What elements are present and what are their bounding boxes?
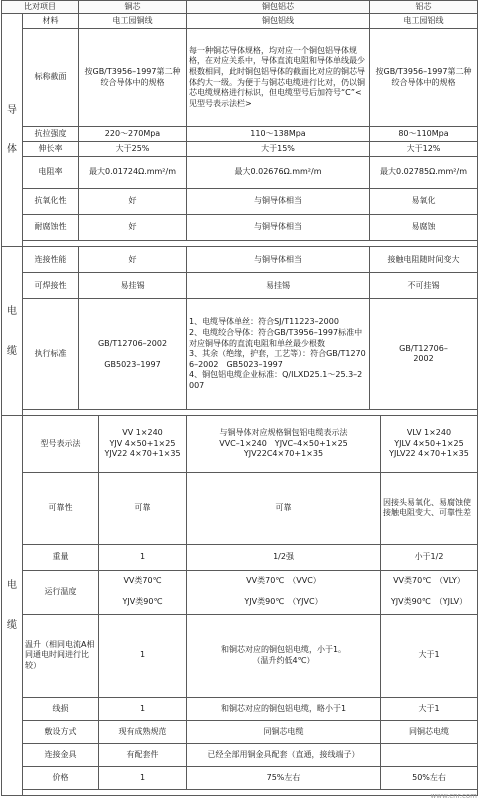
cell-cca: 可靠 (187, 472, 381, 544)
cell-copper: 易挂锡 (79, 273, 187, 299)
table-row (2, 743, 478, 766)
cell-aluminum: 80～110Mpa (370, 127, 478, 142)
cell-cca: 与铜导体相当 (187, 247, 370, 273)
cell-cca: 与铜导体相当 (187, 215, 370, 241)
cell-aluminum: 接触电阻随时间变大 (370, 247, 478, 273)
cell-copper: 好 (79, 189, 187, 215)
table-row-spacer (2, 789, 478, 795)
cell-copper: VV 1×240 YJV 4×50+1×25 YJV22 4×70+1×35 (99, 416, 187, 472)
cell-aluminum: 50%左右 (381, 766, 478, 789)
cell-copper: 按GB/T3956–1997第二种绞合导体中的规格 (79, 29, 187, 127)
cell-aluminum: 最大0.02785Ω.mm²/m (370, 157, 478, 189)
watermark: www.cnr.com (430, 792, 477, 800)
cell-copper: 1 (99, 697, 187, 720)
cell-copper: GB/T12706–2002 GB5023–1997 (79, 299, 187, 410)
table-row (2, 157, 478, 189)
cell-cca: 每一种铜芯导体规格，均对应一个铜包铝导体规格，在对应关系中，导体直流电阻和导体单线最少根数相同，此时铜包铝导体的截面比对应的铜芯导体约大一级。为便于与铜芯电缆进行比对，仍以铜芯电缆规格进行标识，但电缆型号后加符号“C”<见型号表示法栏> (187, 29, 370, 127)
cell-cca: 1、电缆导体单丝：符合SJ/T11223–2000 2、电缆绞合导体：符合GB/T3956–1997标准中对应铜导体的直流电阻和单丝最少根数 3、其余（绝缘，护套，工艺等）：符合GB/T12706–2002 GB5023–1997 4、铜包铝电缆企业标准：Q/ILXD25.1～25.3–2007 (187, 299, 370, 410)
table-row (2, 614, 478, 697)
table-row (2, 142, 478, 157)
cell-copper: 最大0.01724Ω.mm²/m (79, 157, 187, 189)
cell-cca: 与铜导体相当 (187, 189, 370, 215)
cell-aluminum: VLV 1×240 YJLV 4×50+1×25 YJLV22 4×70+1×35 (381, 416, 478, 472)
group-label-conductor: 导 体 (2, 14, 23, 247)
header-row (2, 1, 478, 14)
cell-cca: 和铜芯对应的铜包铝电缆，小于1。 （温升约低4℃） (187, 614, 381, 697)
spacer-cell (23, 789, 478, 795)
cell-copper: 好 (79, 247, 187, 273)
row-label: 伸长率 (23, 142, 79, 157)
table-row (2, 189, 478, 215)
table-row (2, 472, 478, 544)
cell-cca: VV类70℃ （VVC） YJV类90℃ （YJVC） (187, 570, 381, 614)
row-label: 连接金具 (23, 743, 99, 766)
cell-copper: 1 (99, 614, 187, 697)
header-copper: 铜芯 (79, 1, 187, 14)
table-row (2, 697, 478, 720)
row-label: 执行标准 (23, 299, 79, 410)
table-row (2, 299, 478, 410)
row-label: 抗氧化性 (23, 189, 79, 215)
cell-copper: 220～270Mpa (79, 127, 187, 142)
row-label: 价格 (23, 766, 99, 789)
cell-aluminum: 小于1/2 (381, 544, 478, 570)
cell-copper: 大于25% (79, 142, 187, 157)
table-row (2, 720, 478, 743)
cell-copper: 电工园铜线 (79, 14, 187, 29)
cell-aluminum: 同铜芯电缆 (381, 720, 478, 743)
row-label: 连接性能 (23, 247, 79, 273)
header-compare-item: 比对项目 (2, 1, 79, 14)
cell-copper: 现有成熟规范 (99, 720, 187, 743)
cell-aluminum: 大于1 (381, 697, 478, 720)
row-label: 可焊接性 (23, 273, 79, 299)
row-label: 运行温度 (23, 570, 99, 614)
cell-aluminum: 不可挂锡 (370, 273, 478, 299)
table-row (2, 766, 478, 789)
cell-cca: 已经全部用铜金具配套（直通，接线端子） (187, 743, 381, 766)
table-row (2, 247, 478, 273)
row-label: 抗拉强度 (23, 127, 79, 142)
cell-aluminum: 大于1 (381, 614, 478, 697)
cell-aluminum: 电工园铝线 (370, 14, 478, 29)
table-row (2, 14, 478, 29)
cell-copper: 有配套件 (99, 743, 187, 766)
cell-copper: 1 (99, 544, 187, 570)
cell-cca: 与铜导体对应规格铜包铝电缆表示法 VVC–1×240 YJVC–4×50+1×25 YJV22C4×70+1×35 (187, 416, 381, 472)
row-label: 可靠性 (23, 472, 99, 544)
cell-cca: 同铜芯电缆 (187, 720, 381, 743)
cell-aluminum: 因接头易氧化、易腐蚀使接触电阻变大、可靠性差 (381, 472, 478, 544)
table-row (2, 273, 478, 299)
row-label: 型号表示法 (23, 416, 99, 472)
table-row (2, 544, 478, 570)
group-label-cable-1: 电 缆 (2, 247, 23, 416)
cell-cca: 大于15% (187, 142, 370, 157)
cell-cca: 110～138Mpa (187, 127, 370, 142)
cell-aluminum: 易腐蚀 (370, 215, 478, 241)
cell-cca: 铜包铝线 (187, 14, 370, 29)
row-label: 重量 (23, 544, 99, 570)
cell-copper: 可靠 (99, 472, 187, 544)
cell-aluminum: VV类70℃ （VLY） YJV类90℃ （YJLV） (381, 570, 478, 614)
cell-aluminum: 易氧化 (370, 189, 478, 215)
cell-cca: 75%左右 (187, 766, 381, 789)
table-row (2, 416, 478, 472)
header-copper-clad-aluminum: 铜包铝芯 (187, 1, 370, 14)
cell-aluminum: GB/T12706– 2002 (370, 299, 478, 410)
cell-aluminum: 大于12% (370, 142, 478, 157)
table-row (2, 29, 478, 127)
row-label: 标称截面 (23, 29, 79, 127)
group-label-cable-2: 电 缆 (2, 416, 23, 796)
row-label: 耐腐蚀性 (23, 215, 79, 241)
table-row (2, 127, 478, 142)
cell-cca: 和铜芯对应的铜包铝电缆，略小于1 (187, 697, 381, 720)
row-label: 温升（相同电流A相同通电时间进行比较） (23, 614, 99, 697)
cell-copper: 1 (99, 766, 187, 789)
comparison-table (1, 0, 478, 796)
row-label: 敷设方式 (23, 720, 99, 743)
cell-cca: 1/2强 (187, 544, 381, 570)
cell-aluminum: 按GB/T3956–1997第二种绞合导体中的规格 (370, 29, 478, 127)
header-aluminum: 铝芯 (370, 1, 478, 14)
table-row (2, 570, 478, 614)
cell-aluminum (381, 743, 478, 766)
cell-copper: 好 (79, 215, 187, 241)
table-row (2, 215, 478, 241)
row-label: 线损 (23, 697, 99, 720)
row-label: 电阻率 (23, 157, 79, 189)
cell-cca: 最大0.02676Ω.mm²/m (187, 157, 370, 189)
row-label: 材料 (23, 14, 79, 29)
cell-copper: VV类70℃ YJV类90℃ (99, 570, 187, 614)
cell-cca: 易挂锡 (187, 273, 370, 299)
